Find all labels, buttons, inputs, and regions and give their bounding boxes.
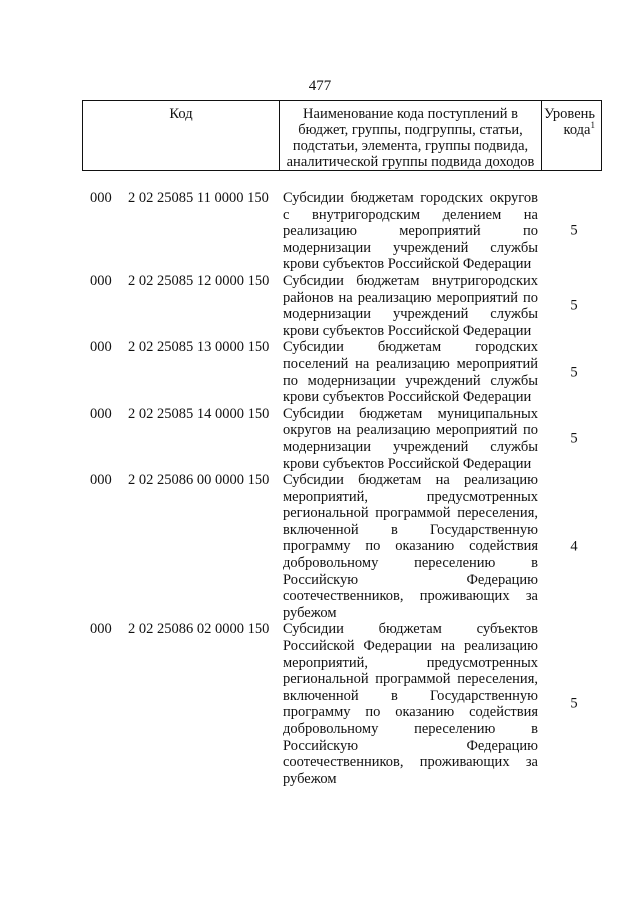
row-code: 2 02 25085 11 0000 150 xyxy=(128,190,269,206)
row-prefix: 000 xyxy=(90,621,112,638)
header-level-footnote: 1 xyxy=(590,120,595,131)
row-name: Субсидии бюджетам городских поселений на реализацию мероприятий по модернизации учреждений службы крови субъектов Российской Федерации xyxy=(283,339,538,406)
row-name: Субсидии бюджетам муниципальных округов на реализацию мероприятий по модернизации учреждений службы крови субъектов Российской Федерации xyxy=(283,405,538,472)
row-prefix: 000 xyxy=(90,405,112,422)
row-name: Субсидии бюджетам внутригородских районов на реализацию мероприятий по модернизации учреждений службы крови субъектов Российской Федерации xyxy=(283,272,538,339)
row-prefix: 000 xyxy=(90,472,112,489)
row-level: 5 xyxy=(570,223,578,240)
row-level: 5 xyxy=(570,297,578,314)
row-code: 2 02 25086 00 0000 150 xyxy=(128,472,270,489)
row-name: Субсидии бюджетам на реализацию мероприятий, предусмотренных региональной программой переселения, включенной в Государственную программу по оказанию содействия добровольному переселению в Российскую Федерацию соотечественников, проживающих за рубежом xyxy=(283,472,538,621)
table-row xyxy=(0,472,640,621)
row-code: 2 02 25085 14 0000 150 xyxy=(128,405,270,422)
header-level-label: Уровень кода xyxy=(543,106,595,138)
table-row xyxy=(0,339,640,405)
row-name: Субсидии бюджетам городских округов с внутригородским делением на реализацию мероприятий по модернизации учреждений службы крови субъектов Российской Федерации xyxy=(283,190,538,273)
row-prefix: 000 xyxy=(90,339,112,356)
header-name: Наименование кода поступлений в бюджет, группы, подгруппы, статьи, подстатьи, элемента, группы подвида, аналитической группы подвида доходов xyxy=(280,101,542,170)
table-body xyxy=(0,190,640,787)
row-level: 4 xyxy=(570,538,578,555)
table-row xyxy=(0,190,640,273)
row-code: 2 02 25086 02 0000 150 xyxy=(128,621,270,638)
table-row xyxy=(0,406,640,472)
row-level: 5 xyxy=(570,430,578,447)
row-level: 5 xyxy=(570,364,578,381)
table-header xyxy=(82,100,602,171)
row-prefix: 000 xyxy=(90,190,112,206)
row-code: 2 02 25085 13 0000 150 xyxy=(128,339,270,356)
row-prefix: 000 xyxy=(90,272,112,289)
row-name: Субсидии бюджетам субъектов Российской Федерации на реализацию мероприятий, предусмотренных региональной программой переселения, включенной в Государственную программу по оказанию содействия добровольному переселению в Российскую Федерацию соотечественников, проживающих за рубежом xyxy=(283,621,538,787)
table-row xyxy=(0,621,640,787)
table-row xyxy=(0,273,640,339)
row-code: 2 02 25085 12 0000 150 xyxy=(128,272,270,289)
page-number: 477 xyxy=(308,78,332,94)
header-code: Код xyxy=(83,101,280,170)
row-level: 5 xyxy=(570,696,578,713)
header-level xyxy=(542,101,601,170)
